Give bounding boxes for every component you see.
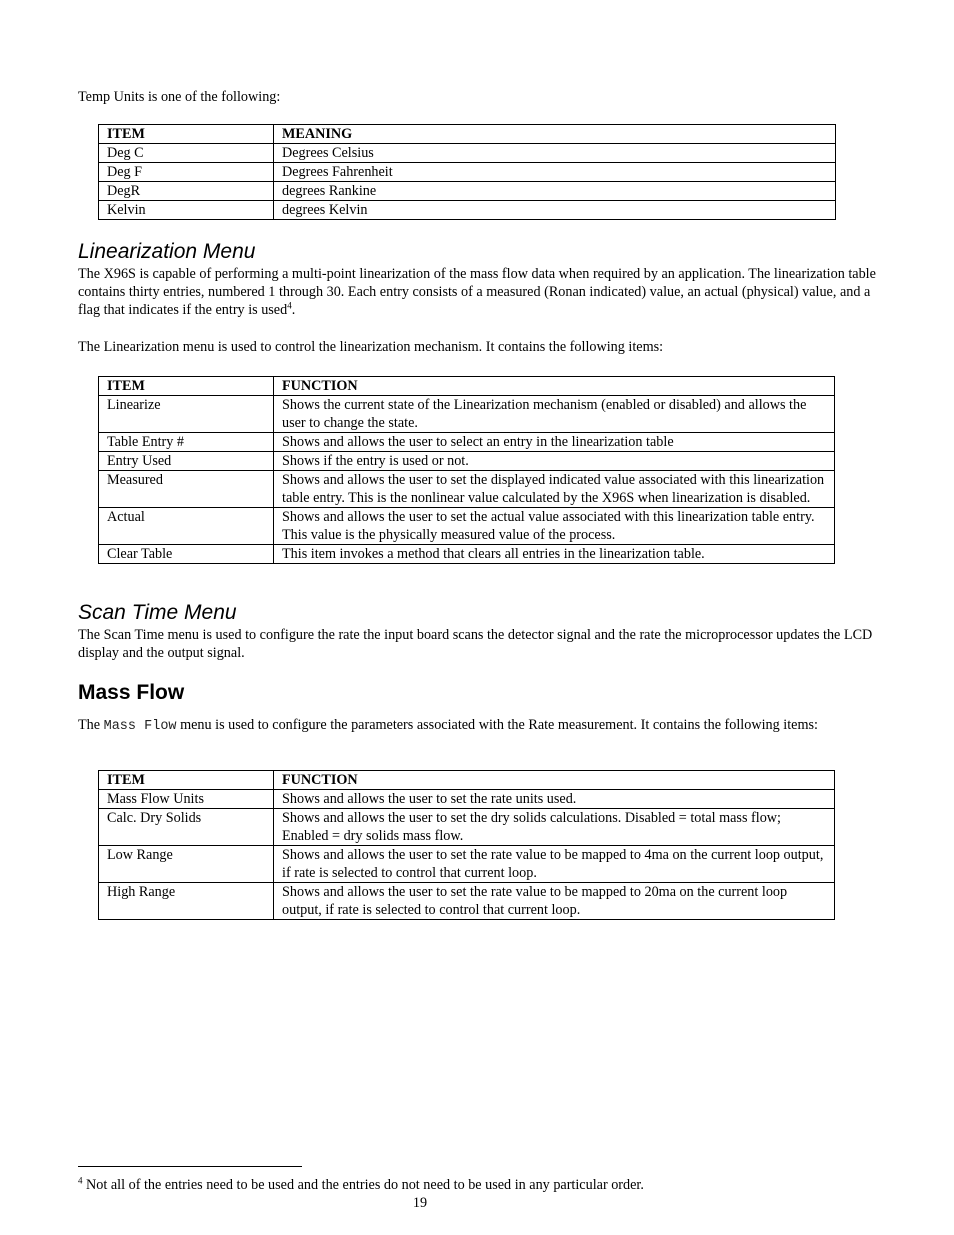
- scan-time-heading: Scan Time Menu: [78, 601, 237, 624]
- linearization-table: [98, 376, 835, 564]
- mass-flow-code-term: Mass Flow: [103, 719, 177, 734]
- table-row: [99, 471, 835, 508]
- table-row: [99, 201, 836, 220]
- table-cell-item: Measured: [99, 471, 274, 508]
- table-row: [99, 433, 835, 452]
- table-row: [99, 790, 835, 809]
- table-cell-function: Shows and allows the user to set the actual value associated with this linearization table entry. This value is the physically measured value of the process.: [274, 508, 835, 545]
- table-header-row: [99, 771, 835, 790]
- table-cell-function: Shows if the entry is used or not.: [274, 452, 835, 471]
- table-row: [99, 452, 835, 471]
- table-cell-item: Low Range: [99, 846, 274, 883]
- table-row: [99, 809, 835, 846]
- column-header-function: FUNCTION: [274, 771, 835, 790]
- table-cell-function: Shows and allows the user to set the rate value to be mapped to 20ma on the current loop output, if rate is selected to control that current loop.: [274, 883, 835, 920]
- table-cell-function: Shows the current state of the Linearization mechanism (enabled or disabled) and allows the user to change the state.: [274, 396, 835, 433]
- table-cell-item: Entry Used: [99, 452, 274, 471]
- linearization-heading: Linearization Menu: [78, 240, 256, 263]
- table-cell-item: Mass Flow Units: [99, 790, 274, 809]
- table-cell-item: Deg C: [99, 144, 274, 163]
- table-cell-meaning: Degrees Fahrenheit: [274, 163, 836, 182]
- table-cell-meaning: degrees Kelvin: [274, 201, 836, 220]
- footnote-reference: 4: [287, 300, 292, 311]
- linearization-menu-intro: The Linearization menu is used to control the linearization mechanism. It contains the following items:: [78, 339, 664, 355]
- table-header-row: [99, 125, 836, 144]
- linearization-paragraph: [78, 265, 888, 319]
- table-row: [99, 144, 836, 163]
- page-number: 19: [412, 1195, 428, 1211]
- table-cell-item: Linearize: [99, 396, 274, 433]
- linearization-paragraph-text: The X96S is capable of performing a multi-point linearization of the mass flow data when required by an application. The linearization table contains thirty entries, numbered 1 through 30. Each entry consists of a measured (Ronan indicated) value, an actual (physical) value, and a flag that indicates if the entry is used: [78, 266, 876, 318]
- table-row: [99, 396, 835, 433]
- temp-units-table: [98, 124, 836, 220]
- table-cell-item: Table Entry #: [99, 433, 274, 452]
- temp-units-intro: Temp Units is one of the following:: [78, 89, 281, 105]
- footnote-text: Not all of the entries need to be used and the entries do not need to be used in any particular order.: [82, 1177, 644, 1193]
- column-header-item: ITEM: [99, 377, 274, 396]
- table-row: [99, 182, 836, 201]
- table-row: [99, 846, 835, 883]
- table-cell-item: Actual: [99, 508, 274, 545]
- table-cell-function: Shows and allows the user to set the dry solids calculations. Disabled = total mass flow; Enabled = dry solids mass flow.: [274, 809, 835, 846]
- mass-flow-paragraph-pre: The: [78, 717, 104, 733]
- table-row: [99, 508, 835, 545]
- table-row: [99, 545, 835, 564]
- table-cell-item: Kelvin: [99, 201, 274, 220]
- table-cell-meaning: Degrees Celsius: [274, 144, 836, 163]
- table-cell-function: Shows and allows the user to select an entry in the linearization table: [274, 433, 835, 452]
- linearization-paragraph-end: .: [291, 302, 296, 318]
- mass-flow-paragraph: [78, 716, 888, 736]
- column-header-item: ITEM: [99, 125, 274, 144]
- footnote-number: 4: [78, 1175, 83, 1186]
- footnote-divider: [78, 1166, 302, 1167]
- table-row: [99, 163, 836, 182]
- table-cell-item: DegR: [99, 182, 274, 201]
- table-cell-item: High Range: [99, 883, 274, 920]
- table-header-row: [99, 377, 835, 396]
- mass-flow-heading: Mass Flow: [78, 681, 185, 704]
- table-cell-function: Shows and allows the user to set the displayed indicated value associated with this linearization table entry. This is the nonlinear value calculated by the X96S when linearization is disabled.: [274, 471, 835, 508]
- mass-flow-table: [98, 770, 835, 920]
- column-header-meaning: MEANING: [274, 125, 836, 144]
- table-row: [99, 883, 835, 920]
- table-cell-function: This item invokes a method that clears all entries in the linearization table.: [274, 545, 835, 564]
- column-header-item: ITEM: [99, 771, 274, 790]
- table-cell-function: Shows and allows the user to set the rate units used.: [274, 790, 835, 809]
- footnote: [78, 1176, 644, 1194]
- table-cell-meaning: degrees Rankine: [274, 182, 836, 201]
- mass-flow-paragraph-post: menu is used to configure the parameters associated with the Rate measurement. It contains the following items:: [176, 717, 818, 733]
- column-header-function: FUNCTION: [274, 377, 835, 396]
- table-cell-function: Shows and allows the user to set the rate value to be mapped to 4ma on the current loop output, if rate is selected to control that current loop.: [274, 846, 835, 883]
- table-cell-item: Calc. Dry Solids: [99, 809, 274, 846]
- table-cell-item: Deg F: [99, 163, 274, 182]
- scan-time-paragraph: The Scan Time menu is used to configure the rate the input board scans the detector signal and the rate the microprocessor updates the LCD display and the output signal.: [78, 627, 873, 661]
- table-cell-item: Clear Table: [99, 545, 274, 564]
